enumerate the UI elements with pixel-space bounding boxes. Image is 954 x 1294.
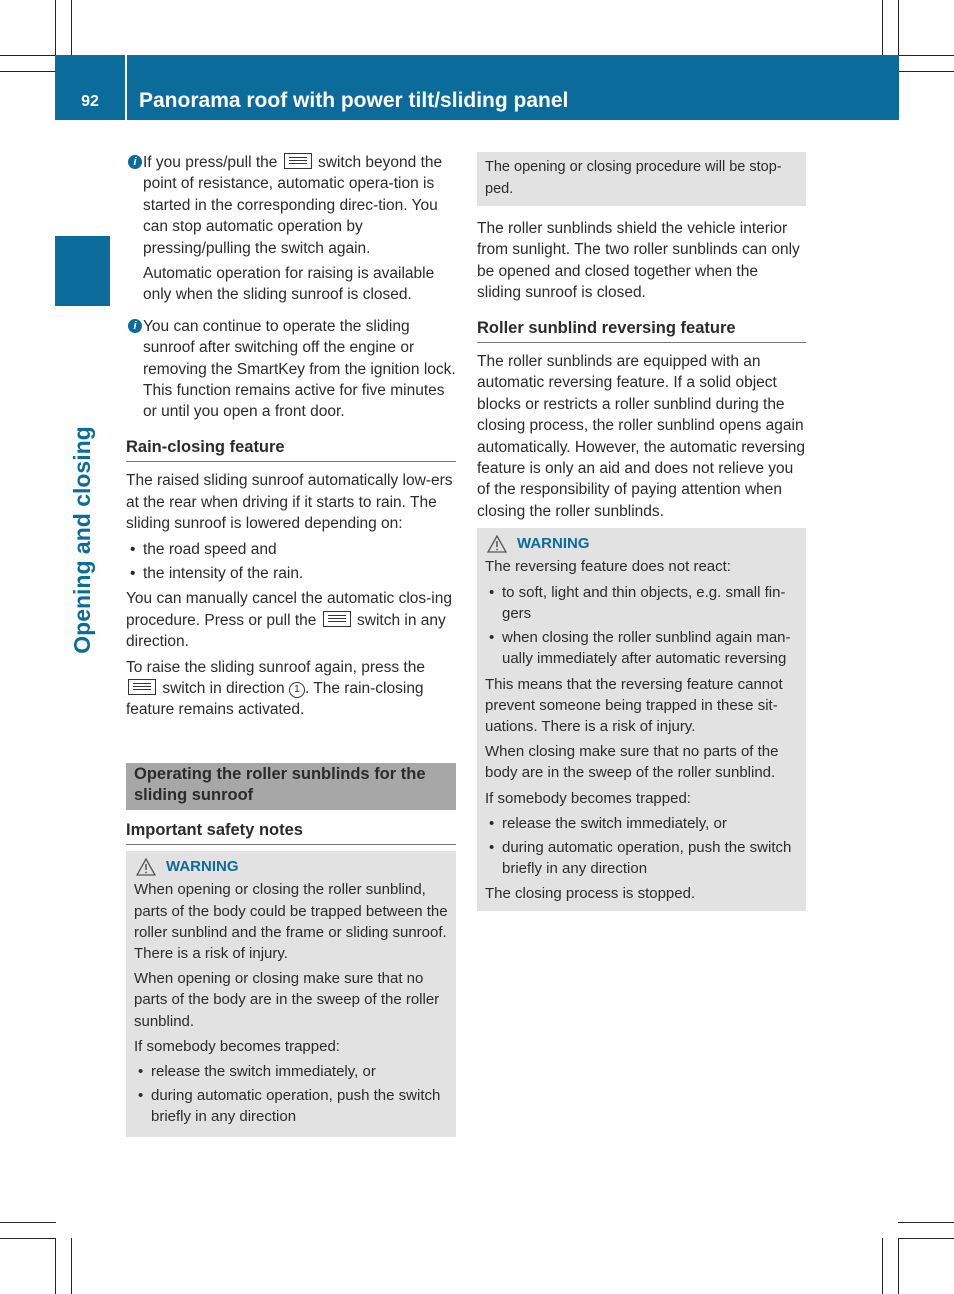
subheading-safety-notes: Important safety notes <box>126 820 456 845</box>
crop-mark <box>898 55 954 56</box>
note-paragraph: Automatic operation for raising is available only when the sliding sunroof is closed. <box>143 265 435 304</box>
warning-paragraph: When opening or closing make sure that no parts of the body are in the sweep of the roller sunblind. <box>134 970 440 1030</box>
crop-mark <box>898 1238 899 1294</box>
warning-paragraph: If somebody becomes trapped: <box>485 789 691 807</box>
direction-1-icon: 1 <box>289 682 305 698</box>
subheading-rain-closing: Rain-closing feature <box>126 437 456 462</box>
switch-icon <box>128 679 156 695</box>
info-note <box>126 152 456 306</box>
list-item: • during automatic operation, push the switch briefly in any direction <box>134 1085 448 1127</box>
crop-mark <box>71 1238 72 1294</box>
right-column <box>477 152 806 911</box>
warning-box <box>477 528 806 910</box>
warning-box <box>126 851 456 1136</box>
switch-icon <box>323 611 351 627</box>
page-header <box>55 55 899 120</box>
crop-mark <box>898 71 954 72</box>
bullet-list <box>134 1061 448 1128</box>
list-item: • during automatic operation, push the switch briefly in any direction <box>485 837 798 879</box>
header-divider <box>125 55 127 120</box>
info-note <box>126 316 456 423</box>
page-number: 92 <box>81 93 99 110</box>
crop-mark <box>0 55 56 56</box>
warning-heading: WARNING <box>134 856 448 877</box>
bullet-list <box>485 582 798 670</box>
bullet-list <box>126 539 456 585</box>
crop-mark <box>0 71 56 72</box>
section-title-bar: Operating the roller sunblinds for the sliding sunroof <box>126 763 456 810</box>
info-icon: i <box>128 155 142 169</box>
info-icon: i <box>128 319 142 333</box>
sidebar-tab-block <box>55 236 110 306</box>
left-column <box>126 152 456 1137</box>
crop-mark <box>71 0 72 56</box>
list-item: • release the switch immediately, or <box>485 813 798 834</box>
list-item: • when closing the roller sunblind again man-ually immediately after automatic reversing <box>485 627 798 669</box>
crop-mark <box>882 0 883 56</box>
list-item: • the intensity of the rain. <box>126 563 456 584</box>
list-item: • the road speed and <box>126 539 456 560</box>
switch-icon <box>284 153 312 169</box>
bullet-list <box>485 813 798 880</box>
warning-box-continuation: The opening or closing procedure will be stop-ped. <box>477 152 806 206</box>
note-paragraph: If you press/pull the switch beyond the point of resistance, automatic opera-tion is started in the corresponding direc-tion. You can stop automatic operation by pressing/pulling the switch again. <box>143 154 443 257</box>
paragraph: To raise the sliding sunroof again, press the switch in direction 1 . The rain-closing feature remains activated. <box>126 658 425 719</box>
crop-mark <box>0 1238 56 1239</box>
crop-mark <box>55 1238 56 1294</box>
paragraph: The roller sunblinds are equipped with an automatic reversing feature. If a solid object blocks or restricts a roller sunblind during the closing process, the roller sunblind opens again automatically. However, the automatic reversing feature is only an aid and does not relieve you of the responsibility of paying attention when closing the roller sunblinds. <box>477 353 805 520</box>
paragraph: The roller sunblinds shield the vehicle interior from sunlight. The two roller sunblinds can only be opened and closed together when the sliding sunroof is closed. <box>477 220 800 302</box>
crop-mark <box>55 0 56 56</box>
paragraph: The raised sliding sunroof automatically low-ers at the rear when driving if it starts to rain. The sliding sunroof is lowered depending on: <box>126 472 453 533</box>
warning-paragraph: If somebody becomes trapped: <box>134 1037 340 1055</box>
list-item: • to soft, light and thin objects, e.g. small fin-gers <box>485 582 798 624</box>
warning-paragraph: When closing make sure that no parts of the body are in the sweep of the roller sunblind. <box>485 743 779 782</box>
page-title: Panorama roof with power tilt/sliding panel <box>139 89 569 112</box>
warning-paragraph: This means that the reversing feature cannot prevent someone being trapped in these sit-uations. There is a risk of injury. <box>485 675 783 735</box>
warning-heading: WARNING <box>485 533 798 554</box>
crop-mark <box>898 1222 954 1223</box>
warning-triangle-icon <box>136 858 156 876</box>
subheading-reversing-feature: Roller sunblind reversing feature <box>477 318 806 343</box>
crop-mark <box>898 0 899 56</box>
warning-paragraph: When opening or closing the roller sunblind, parts of the body could be trapped between the roller sunblind and the frame or sliding sunroof. There is a risk of injury. <box>134 881 448 962</box>
crop-mark <box>898 1238 954 1239</box>
warning-triangle-icon <box>487 535 507 553</box>
crop-mark <box>0 1222 56 1223</box>
warning-paragraph: The reversing feature does not react: <box>485 558 731 576</box>
crop-mark <box>882 1238 883 1294</box>
warning-paragraph: The closing process is stopped. <box>485 885 696 903</box>
paragraph: You can manually cancel the automatic clos-ing procedure. Press or pull the switch in any direction. <box>126 590 452 651</box>
sidebar-chapter-label: Opening and closing <box>69 426 95 654</box>
note-paragraph: You can continue to operate the sliding sunroof after switching off the engine or removing the SmartKey from the ignition lock. This function remains active for five minutes or until you open a front door. <box>143 317 456 421</box>
list-item: • release the switch immediately, or <box>134 1061 448 1082</box>
